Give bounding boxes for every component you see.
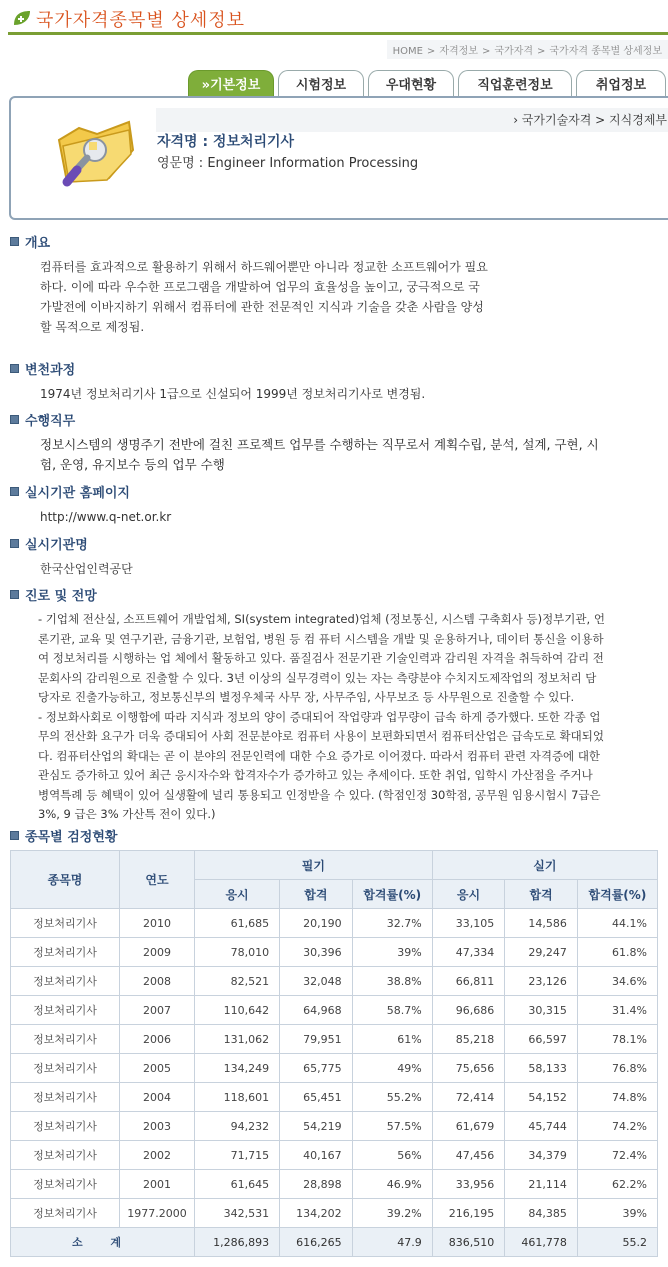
- cell-name: 정보처리기사: [11, 1054, 120, 1083]
- cell-w-apply: 61,685: [195, 909, 280, 938]
- homepage-link[interactable]: http://www.q-net.or.kr: [40, 510, 172, 524]
- org-path: › 국가기술자격 > 지식경제부: [513, 113, 667, 127]
- cell-p-pass: 84,385: [505, 1199, 578, 1228]
- table-row: [11, 1141, 658, 1170]
- cell-w-rate: 46.9%: [352, 1170, 432, 1199]
- tab-employment[interactable]: 취업정보: [576, 70, 666, 96]
- cell-w-apply: 71,715: [195, 1141, 280, 1170]
- cell-w-rate: 39.2%: [352, 1199, 432, 1228]
- cell-p-pass: 45,744: [505, 1112, 578, 1141]
- cell-p-apply: 33,956: [432, 1170, 505, 1199]
- cell-w-rate: 38.8%: [352, 967, 432, 996]
- table-row: [11, 1054, 658, 1083]
- cell-p-rate: 44.1%: [577, 909, 657, 938]
- table-row: [11, 1199, 658, 1228]
- cell-w-pass: 79,951: [280, 1025, 353, 1054]
- table-row: [11, 1112, 658, 1141]
- cell-w-pass: 134,202: [280, 1199, 353, 1228]
- section-bullet-icon: [10, 487, 19, 496]
- section-overview: [10, 232, 488, 337]
- section-bullet-icon: [10, 237, 19, 246]
- cell-w-apply: 118,601: [195, 1083, 280, 1112]
- cell-year: 2006: [120, 1025, 195, 1054]
- cell-p-pass: 54,152: [505, 1083, 578, 1112]
- section-history: [10, 359, 425, 404]
- tab-exam-info[interactable]: 시험정보: [278, 70, 364, 96]
- cell-p-apply: 47,334: [432, 938, 505, 967]
- section-duties: [10, 410, 599, 475]
- cell-p-apply: 61,679: [432, 1112, 505, 1141]
- cell-p-pass: 66,597: [505, 1025, 578, 1054]
- cell-w-rate: 61%: [352, 1025, 432, 1054]
- cell-w-apply: 110,642: [195, 996, 280, 1025]
- section-bullet-icon: [10, 415, 19, 424]
- cell-name: 정보처리기사: [11, 909, 120, 938]
- header-practical: 실기: [432, 851, 657, 880]
- cell-w-pass: 65,775: [280, 1054, 353, 1083]
- header-practical-rate: 합격률(%): [577, 880, 657, 909]
- table-row: [11, 938, 658, 967]
- table-row: [11, 1025, 658, 1054]
- header-year: 연도: [120, 851, 195, 909]
- cell-p-rate: 34.6%: [577, 967, 657, 996]
- cert-info-box: [9, 96, 668, 220]
- cell-w-pass: 54,219: [280, 1112, 353, 1141]
- cell-w-rate: 58.7%: [352, 996, 432, 1025]
- breadcrumb: HOME > 자격정보 > 국가자격 > 국가자격 종목별 상세정보: [387, 40, 668, 59]
- total-row: [11, 1228, 658, 1257]
- cell-p-rate: 61.8%: [577, 938, 657, 967]
- cell-p-rate: 78.1%: [577, 1025, 657, 1054]
- cell-p-apply: 33,105: [432, 909, 505, 938]
- tab-preference[interactable]: 우대현황: [368, 70, 454, 96]
- total-written-rate: 47.9: [352, 1228, 432, 1257]
- header-written-rate: 합격률(%): [352, 880, 432, 909]
- section-bullet-icon: [10, 364, 19, 373]
- cell-p-apply: 75,656: [432, 1054, 505, 1083]
- cert-english-name: 영문명 : Engineer Information Processing: [157, 156, 419, 171]
- cell-year: 2004: [120, 1083, 195, 1112]
- page-header: [0, 0, 668, 36]
- section-title: 진로 및 전망: [25, 589, 97, 604]
- cell-p-apply: 72,414: [432, 1083, 505, 1112]
- cell-p-rate: 74.8%: [577, 1083, 657, 1112]
- section-career: [10, 585, 605, 825]
- cell-w-rate: 55.2%: [352, 1083, 432, 1112]
- table-row: [11, 967, 658, 996]
- cell-name: 정보처리기사: [11, 1141, 120, 1170]
- cell-w-apply: 342,531: [195, 1199, 280, 1228]
- cell-w-rate: 57.5%: [352, 1112, 432, 1141]
- cell-w-apply: 94,232: [195, 1112, 280, 1141]
- cell-p-pass: 29,247: [505, 938, 578, 967]
- cell-name: 정보처리기사: [11, 1025, 120, 1054]
- section-title: 실시기관명: [25, 538, 88, 553]
- cell-w-pass: 20,190: [280, 909, 353, 938]
- total-written-apply: 1,286,893: [195, 1228, 280, 1257]
- cell-year: 2002: [120, 1141, 195, 1170]
- cell-year: 2001: [120, 1170, 195, 1199]
- cell-p-rate: 39%: [577, 1199, 657, 1228]
- leaf-icon: [12, 9, 32, 27]
- cell-w-pass: 32,048: [280, 967, 353, 996]
- cell-w-apply: 78,010: [195, 938, 280, 967]
- total-practical-rate: 55.2: [577, 1228, 657, 1257]
- breadcrumb-cert-info[interactable]: 자격정보: [439, 46, 478, 57]
- cell-year: 2009: [120, 938, 195, 967]
- cell-year: 1977.2000: [120, 1199, 195, 1228]
- header-written-pass: 합격: [280, 880, 353, 909]
- cell-w-apply: 131,062: [195, 1025, 280, 1054]
- table-row: [11, 1083, 658, 1112]
- total-practical-pass: 461,778: [505, 1228, 578, 1257]
- cell-w-apply: 134,249: [195, 1054, 280, 1083]
- cell-w-pass: 64,968: [280, 996, 353, 1025]
- cell-p-pass: 23,126: [505, 967, 578, 996]
- title-divider: [8, 32, 668, 35]
- cell-p-apply: 96,686: [432, 996, 505, 1025]
- table-row: [11, 996, 658, 1025]
- overview-text: 컴퓨터를 효과적으로 활용하기 위해서 하드웨어뿐만 아니라 정교한 소프트웨어가 필요 하다. 이에 따라 우수한 프로그램을 개발하여 업무의 효율성을 높이고, 궁극적으로 국 가발전에 이바지하기 위해서 컴퓨터에 관한 전문적인 지식과 기술을 갖춘 사람을 양성 할 목적으로 제정됨.: [40, 260, 488, 334]
- breadcrumb-national-cert[interactable]: 국가자격: [494, 46, 533, 57]
- tab-job-training[interactable]: 직업훈련정보: [458, 70, 572, 96]
- cell-w-pass: 65,451: [280, 1083, 353, 1112]
- section-title: 실시기관 홈페이지: [25, 486, 130, 501]
- cell-name: 정보처리기사: [11, 1170, 120, 1199]
- cell-p-apply: 66,811: [432, 967, 505, 996]
- cell-year: 2010: [120, 909, 195, 938]
- section-bullet-icon: [10, 831, 19, 840]
- cell-name: 정보처리기사: [11, 1083, 120, 1112]
- cert-name: 자격명 : 정보처리기사: [157, 134, 295, 150]
- cell-name: 정보처리기사: [11, 967, 120, 996]
- folder-wrench-icon: [49, 120, 137, 190]
- cell-p-pass: 14,586: [505, 909, 578, 938]
- header-item: 종목명: [11, 851, 120, 909]
- table-row: [11, 1170, 658, 1199]
- table-row: [11, 909, 658, 938]
- section-title: 변천과정: [25, 363, 76, 378]
- section-homepage: [10, 482, 171, 527]
- total-label: 소 계: [11, 1228, 195, 1257]
- tab-bar: [188, 70, 666, 96]
- table-body: [11, 909, 658, 1228]
- history-text: 1974년 정보처리기사 1급으로 신설되어 1999년 정보처리기사로 변경됨.: [40, 387, 426, 401]
- cell-w-rate: 39%: [352, 938, 432, 967]
- cell-year: 2005: [120, 1054, 195, 1083]
- cell-w-pass: 40,167: [280, 1141, 353, 1170]
- cell-w-rate: 56%: [352, 1141, 432, 1170]
- cell-p-rate: 62.2%: [577, 1170, 657, 1199]
- cell-w-apply: 61,645: [195, 1170, 280, 1199]
- header-written-apply: 응시: [195, 880, 280, 909]
- header-practical-apply: 응시: [432, 880, 505, 909]
- header-practical-pass: 합격: [505, 880, 578, 909]
- exam-stats-table: [10, 850, 658, 1257]
- cell-p-pass: 58,133: [505, 1054, 578, 1083]
- cell-p-rate: 31.4%: [577, 996, 657, 1025]
- cell-p-pass: 30,315: [505, 996, 578, 1025]
- section-title: 종목별 검정현황: [25, 830, 118, 845]
- cell-w-rate: 49%: [352, 1054, 432, 1083]
- career-text: - 기업체 전산실, 소프트웨어 개발업체, SI(system integrated)업체 (정보통신, 시스템 구축회사 등)정부기관, 언 론기관, 교육 및 연구기관, 금융기관, 보험업, 병원 등 컴 퓨터 시스템을 개발 및 운용하거나, 데이터 통신을 이용하 여 정보처리를 시행하는 업 체에서 활동하고 있다. 품질검사 전문기관 기술인력과 감리원 자격을 취득하여 감리 전 문회사의 감리원으로 진출할 수 있다. 3년 이상의 실무경력이 있는 자는 측량분야 수치지도제작업의 정보처리 담 당자로 진출가능하고, 정보통신부의 별정우체국 사무 장, 사무주임, 사무보조 등 사무원으로 진출할 수 있다. - 정보화사회로 이행함에 따라 지식과 정보의 양이 증대되어 작업량과 업무량이 급속 하게 증가했다. 또한 각종 업 무의 전산화 요구가 더욱 증대되어 사회 전문분야로 컴퓨터 사용이 보편화되면서 컴퓨터산업은 급속도로 확대되었 다. 컴퓨터산업의 확대는 곧 이 분야의 전문인력에 대한 수요 증가로 이어졌다. 따라서 컴퓨터 관련 자격증에 대한 관심도 증가하고 있어 최근 응시자수와 합격자수가 증가하고 있는 추세이다. 또한 취업, 입학시 가산점을 주거나 병역특례 등 혜택이 있어 실생활에 널리 통용되고 인정받을 수 있다. (학점인정 30학점, 공무원 임용시험시 7급은 3%, 9 급은 3% 가산특 전이 있다.): [38, 612, 605, 821]
- cell-w-pass: 28,898: [280, 1170, 353, 1199]
- cell-w-rate: 32.7%: [352, 909, 432, 938]
- cell-p-pass: 34,379: [505, 1141, 578, 1170]
- duties-text: 정보시스템의 생명주기 전반에 걸친 프로젝트 업무를 수행하는 직무로서 계획수립, 분석, 설계, 구현, 시 험, 운영, 유지보수 등의 업무 수행: [40, 437, 599, 472]
- tab-basic-info[interactable]: »기본정보: [188, 70, 274, 96]
- section-title: 수행직무: [25, 414, 76, 429]
- breadcrumb-home[interactable]: HOME: [392, 46, 423, 57]
- cell-w-apply: 82,521: [195, 967, 280, 996]
- cell-p-rate: 72.4%: [577, 1141, 657, 1170]
- cell-p-apply: 47,456: [432, 1141, 505, 1170]
- section-title: 개요: [25, 236, 51, 251]
- cell-p-apply: 216,195: [432, 1199, 505, 1228]
- cell-p-pass: 21,114: [505, 1170, 578, 1199]
- total-written-pass: 616,265: [280, 1228, 353, 1257]
- cell-p-rate: 74.2%: [577, 1112, 657, 1141]
- breadcrumb-current: 국가자격 종목별 상세정보: [549, 46, 662, 57]
- section-stats: [10, 826, 117, 845]
- cell-p-rate: 76.8%: [577, 1054, 657, 1083]
- section-agency: [10, 534, 133, 579]
- page-title: 국가자격종목별 상세정보: [36, 10, 245, 31]
- cell-p-apply: 85,218: [432, 1025, 505, 1054]
- agency-text: 한국산업인력공단: [40, 562, 133, 576]
- cell-year: 2008: [120, 967, 195, 996]
- section-bullet-icon: [10, 590, 19, 599]
- cell-name: 정보처리기사: [11, 938, 120, 967]
- cell-w-pass: 30,396: [280, 938, 353, 967]
- cell-name: 정보처리기사: [11, 1112, 120, 1141]
- total-practical-apply: 836,510: [432, 1228, 505, 1257]
- header-written: 필기: [195, 851, 433, 880]
- cell-name: 정보처리기사: [11, 996, 120, 1025]
- section-bullet-icon: [10, 539, 19, 548]
- cell-year: 2003: [120, 1112, 195, 1141]
- cell-name: 정보처리기사: [11, 1199, 120, 1228]
- cell-year: 2007: [120, 996, 195, 1025]
